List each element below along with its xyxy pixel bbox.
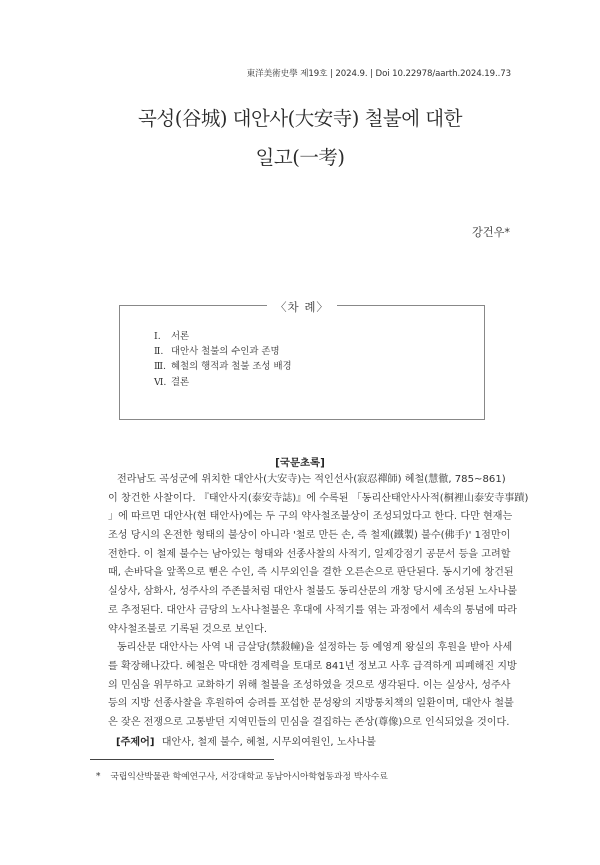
abstract-line: 은 잦은 전쟁으로 고통받던 지역민들의 민심을 결집하는 존상(尊像)으로 인식되었을 것이다. [108, 716, 510, 728]
article-title-line-1: 곡성(谷城) 대안사(大安寺) 철불에 대한 [138, 107, 462, 130]
abstract-line: 의 민심을 위무하고 교화하기 위해 철불을 조성하였을 것으로 생각된다. 이는 실상사, 성주사 [108, 679, 511, 691]
abstract-line: 이 창건한 사찰이다. 『태안사지(泰安寺誌)』에 수록된 「동리산태안사사적(桐裡山泰安寺事蹟) [108, 492, 529, 504]
abstract-line: 등의 지방 선종사찰을 후원하여 승려를 포섭한 문성왕의 지방통치책의 일환이며, 대안사 철불 [108, 698, 514, 710]
abstract-line: 를 확장해나갔다. 혜철은 막대한 경제력을 토대로 841년 정보고 사후 급격하게 피폐해진 지방 [108, 660, 517, 672]
toc-title [120, 296, 484, 315]
footnote [96, 769, 388, 782]
toc-item [154, 329, 292, 344]
toc-item-label: 대안사 철불의 수인과 존명 [170, 346, 280, 358]
author-name: 강건우* [471, 226, 510, 239]
abstract-line: 동리산문 대안사는 사역 내 금살당(禁殺幢)을 설정하는 등 예영계 왕실의 후원을 받아 사세 [117, 642, 513, 654]
toc-title-text: 〈차 례〉 [267, 300, 337, 314]
abstract-line: 로 추정된다. 대안사 금당의 노사나철불은 후대에 사적기를 엮는 과정에서 세속의 통념에 따라 [108, 604, 518, 616]
keywords [116, 733, 376, 748]
table-of-contents [119, 300, 485, 420]
keywords-text: 대안사, 철제 불수, 혜철, 시무외여원인, 노사나불 [161, 737, 376, 748]
footnote-mark: * [96, 772, 101, 782]
abstract-line: 때, 손바닥을 앞쪽으로 뻗은 수인, 즉 시무외인을 결한 오른손으로 판단된다. 동시기에 창건된 [108, 567, 514, 579]
toc-item [154, 344, 292, 359]
abstract-line: 」에 따르면 대안사(현 태안사)에는 두 구의 약사철조불상이 조성되었다고 한다. 다만 현재는 [108, 511, 513, 523]
abstract-line: 전라남도 곡성군에 위치한 대안사(大安寺)는 적인선사(寂忍禪師) 혜철(慧徹, 785~861) [117, 474, 506, 485]
toc-item-label: 혜철의 행적과 철불 조성 배경 [170, 361, 292, 373]
toc-item-number: Ⅲ. [154, 361, 167, 373]
toc-item [154, 359, 292, 374]
abstract-heading: [국문초록] [275, 457, 325, 469]
abstract-line: 전한다. 이 철제 불수는 남아있는 형태와 선종사찰의 사적기, 일제강점기 공문서 등을 고려할 [108, 548, 511, 560]
abstract-line: 약사철조불로 기록된 것으로 보인다. [108, 623, 268, 635]
toc-item-number: Ⅰ. [154, 331, 161, 342]
toc-item-number: Ⅵ. [154, 376, 167, 388]
abstract-line: 조성 당시의 온전한 형태의 불상이 아니라 '철로 만든 손, 즉 철제(鐵製) 불수(佛手)' 1점만이 [108, 530, 511, 542]
footnote-divider [90, 759, 274, 760]
journal-info: 東洋美術史學 제19호 | 2024.9. | Doi 10.22978/aarth.2024.19..73 [246, 69, 511, 79]
footnote-text: 국립익산박물관 학예연구사, 서강대학교 동남아시아학협동과정 박사수료 [110, 772, 388, 782]
toc-item [154, 375, 292, 390]
article-title-line-2: 일고(一考) [255, 146, 345, 169]
toc-item-label: 서론 [170, 331, 190, 342]
toc-item-number: Ⅱ. [154, 346, 164, 358]
abstract-body [108, 471, 529, 733]
abstract-line: 실상사, 삼화사, 성주사의 주존불처럼 대안사 철불도 동리산문의 개창 당시에 조성된 노사나불 [108, 586, 518, 598]
toc-list [154, 329, 292, 390]
keywords-label: [주제어] [116, 737, 155, 748]
toc-item-label: 결론 [170, 376, 190, 388]
